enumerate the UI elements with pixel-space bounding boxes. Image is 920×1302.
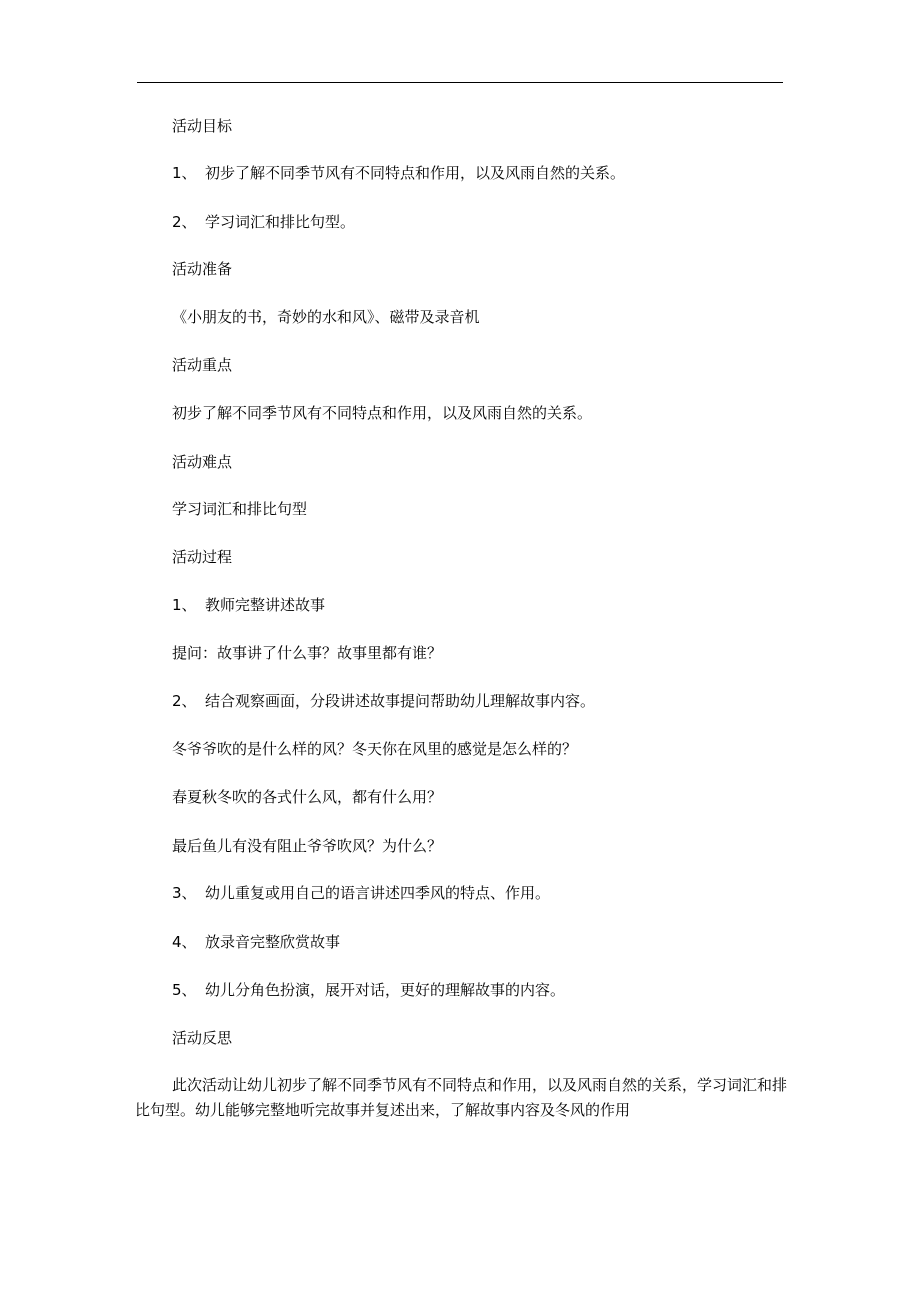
preparation-text: 《小朋友的书，奇妙的水和风》、磁带及录音机 xyxy=(172,308,480,326)
list-number: 2、 xyxy=(172,692,197,710)
list-number: 4、 xyxy=(172,933,197,951)
list-text: 学习词汇和排比句型。 xyxy=(205,213,356,231)
list-text: 幼儿重复或用自己的语言讲述四季风的特点、作用。 xyxy=(205,884,551,902)
process-step xyxy=(172,595,325,615)
process-step xyxy=(172,932,340,952)
objective-item xyxy=(172,163,625,183)
list-text: 教师完整讲述故事 xyxy=(205,596,326,614)
objectives-heading: 活动目标 xyxy=(172,117,233,135)
list-number: 1、 xyxy=(172,164,197,182)
preparation-heading: 活动准备 xyxy=(172,260,233,278)
difficulty-heading: 活动难点 xyxy=(172,453,233,471)
difficulty-text: 学习词汇和排比句型 xyxy=(172,500,308,518)
objective-item xyxy=(172,212,355,232)
list-number: 5、 xyxy=(172,981,197,999)
list-text: 放录音完整欣赏故事 xyxy=(205,933,341,951)
process-question: 最后鱼儿有没有阻止爷爷吹风？为什么？ xyxy=(172,837,443,855)
process-step xyxy=(172,691,595,711)
list-number: 3、 xyxy=(172,884,197,902)
process-question: 春夏秋冬吹的各式什么风，都有什么用？ xyxy=(172,788,443,806)
list-text: 结合观察画面，分段讲述故事提问帮助幼儿理解故事内容。 xyxy=(205,692,596,710)
list-text: 幼儿分角色扮演，展开对话，更好的理解故事的内容。 xyxy=(205,981,566,999)
focus-heading: 活动重点 xyxy=(172,356,233,374)
process-heading: 活动过程 xyxy=(172,548,233,566)
list-text: 初步了解不同季节风有不同特点和作用，以及风雨自然的关系。 xyxy=(205,164,626,182)
list-number: 2、 xyxy=(172,213,197,231)
process-step xyxy=(172,883,550,903)
focus-text: 初步了解不同季节风有不同特点和作用，以及风雨自然的关系。 xyxy=(172,404,593,422)
reflection-heading: 活动反思 xyxy=(172,1029,233,1047)
process-step xyxy=(172,980,565,1000)
header-rule xyxy=(137,82,783,83)
reflection-text: 此次活动让幼儿初步了解不同季节风有不同特点和作用，以及风雨自然的关系，学习词汇和排比句型。幼儿能够完整地听完故事并复述出来，了解故事内容及冬风的作用 xyxy=(135,1076,788,1119)
list-number: 1、 xyxy=(172,596,197,614)
process-question: 冬爷爷吹的是什么样的风？冬天你在风里的感觉是怎么样的？ xyxy=(172,740,578,758)
process-question: 提问：故事讲了什么事？故事里都有谁？ xyxy=(172,644,443,662)
